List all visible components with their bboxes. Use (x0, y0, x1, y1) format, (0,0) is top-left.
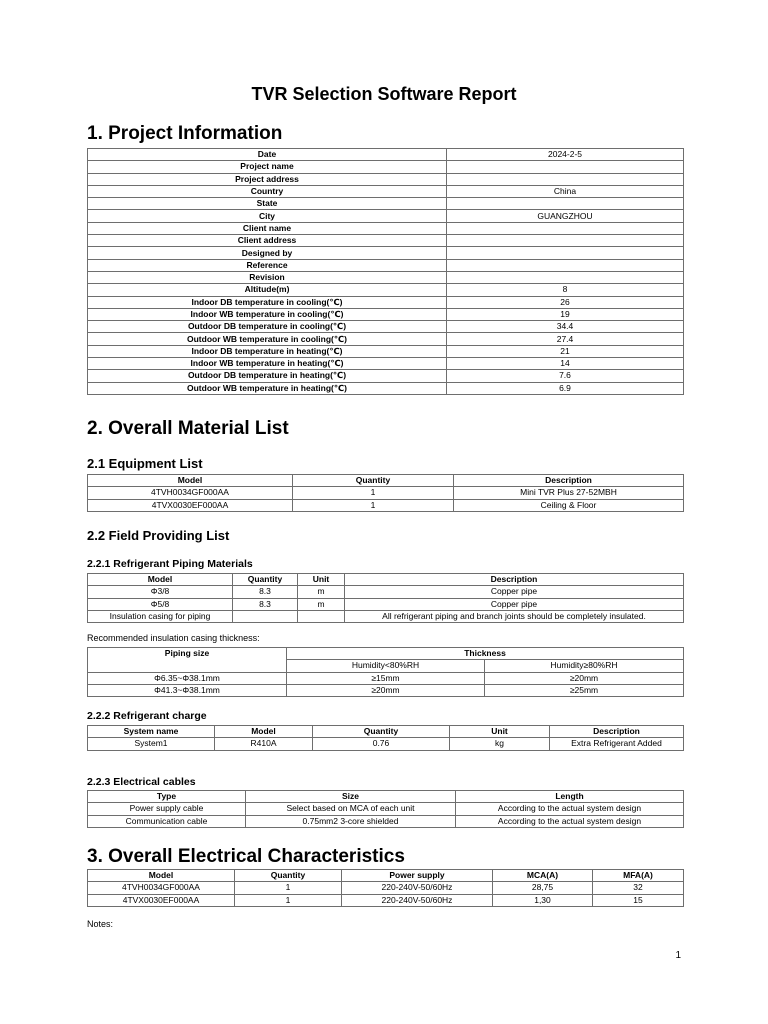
project-field-label: Indoor DB temperature in heating(℃) (88, 345, 447, 357)
section-2-heading: 2. Overall Material List (87, 418, 289, 439)
table-row (88, 345, 684, 357)
table-row (88, 815, 684, 827)
piping-table (87, 573, 684, 623)
table-row (88, 321, 684, 333)
header-row (88, 574, 684, 586)
column-header: Quantity (313, 726, 450, 738)
humidity-high-header: Humidity≥80%RH (485, 660, 684, 672)
refrigerant-charge-table (87, 725, 684, 751)
table-cell: 28,75 (493, 882, 593, 894)
project-field-value (447, 198, 684, 210)
section-3-heading: 3. Overall Electrical Characteristics (87, 846, 405, 867)
table-row (88, 210, 684, 222)
header-row (88, 726, 684, 738)
table-row (88, 222, 684, 234)
header-row (88, 870, 684, 882)
notes-label: Notes: (87, 919, 114, 929)
column-header: Quantity (293, 475, 454, 487)
table-row (88, 684, 684, 696)
insulation-table (87, 647, 684, 697)
project-field-value (447, 247, 684, 259)
table-row (88, 598, 684, 610)
table-row (88, 382, 684, 394)
table-cell: According to the actual system design (456, 815, 684, 827)
table-cell: ≥20mm (287, 684, 485, 696)
project-field-value: 14 (447, 358, 684, 370)
project-field-label: Altitude(m) (88, 284, 447, 296)
table-row (88, 610, 684, 622)
project-field-label: Indoor WB temperature in heating(℃) (88, 358, 447, 370)
table-cell: 4TVX0030EF000AA (88, 499, 293, 511)
project-field-value (447, 235, 684, 247)
table-row (88, 235, 684, 247)
table-row (88, 247, 684, 259)
project-field-value: 8 (447, 284, 684, 296)
table-cell (233, 610, 298, 622)
table-cell: 220-240V-50/60Hz (342, 894, 493, 906)
report-title: TVR Selection Software Report (251, 84, 517, 104)
table-cell: 1 (293, 487, 454, 499)
piping-materials-heading: 2.2.1 Refrigerant Piping Materials (87, 558, 253, 570)
table-row (88, 173, 684, 185)
table-cell: System1 (88, 738, 215, 750)
table-cell: ≥15mm (287, 672, 485, 684)
project-field-label: Outdoor DB temperature in heating(℃) (88, 370, 447, 382)
project-field-label: Outdoor WB temperature in heating(℃) (88, 382, 447, 394)
column-header: Power supply (342, 870, 493, 882)
electrical-cables-heading: 2.2.3 Electrical cables (87, 776, 196, 788)
table-cell: Communication cable (88, 815, 246, 827)
table-cell: ≥20mm (485, 672, 684, 684)
table-cell: Insulation casing for piping (88, 610, 233, 622)
table-row (88, 296, 684, 308)
table-cell: 1 (293, 499, 454, 511)
project-field-label: Outdoor WB temperature in cooling(℃) (88, 333, 447, 345)
table-row (88, 333, 684, 345)
column-header: Type (88, 791, 246, 803)
table-cell: m (298, 598, 345, 610)
column-header: Length (456, 791, 684, 803)
project-field-label: Project address (88, 173, 447, 185)
table-cell: Extra Refrigerant Added (550, 738, 684, 750)
table-cell: Power supply cable (88, 803, 246, 815)
column-header: Size (246, 791, 456, 803)
table-cell: 1 (235, 882, 342, 894)
table-row (88, 185, 684, 197)
column-header: Description (454, 475, 684, 487)
table-row (88, 259, 684, 271)
table-cell: kg (450, 738, 550, 750)
table-cell: 15 (593, 894, 684, 906)
table-cell: m (298, 586, 345, 598)
project-field-label: Reference (88, 259, 447, 271)
table-cell: R410A (215, 738, 313, 750)
table-cell: 220-240V-50/60Hz (342, 882, 493, 894)
table-row (88, 487, 684, 499)
table-cell: Φ41.3~Φ38.1mm (88, 684, 287, 696)
column-header: Model (88, 574, 233, 586)
project-field-label: Country (88, 185, 447, 197)
table-cell: 4TVX0030EF000AA (88, 894, 235, 906)
humidity-low-header: Humidity<80%RH (287, 660, 485, 672)
project-field-value: 27.4 (447, 333, 684, 345)
project-field-label: Indoor WB temperature in cooling(℃) (88, 308, 447, 320)
project-info-table (87, 148, 684, 395)
table-row (88, 370, 684, 382)
table-cell (298, 610, 345, 622)
column-header: Description (345, 574, 684, 586)
table-row (88, 803, 684, 815)
equipment-list-heading: 2.1 Equipment List (87, 456, 203, 471)
table-cell: 1 (235, 894, 342, 906)
project-field-value: 2024-2-5 (447, 149, 684, 161)
electrical-table (87, 869, 684, 907)
project-field-value (447, 271, 684, 283)
table-row (88, 358, 684, 370)
table-cell: Ceiling & Floor (454, 499, 684, 511)
column-header: Model (88, 870, 235, 882)
project-field-label: Outdoor DB temperature in cooling(℃) (88, 321, 447, 333)
table-cell: Copper pipe (345, 586, 684, 598)
page-number: 1 (675, 950, 681, 961)
table-cell: 0.76 (313, 738, 450, 750)
project-field-value: 34.4 (447, 321, 684, 333)
table-row (88, 586, 684, 598)
table-row (88, 271, 684, 283)
project-field-value (447, 222, 684, 234)
table-cell: ≥25mm (485, 684, 684, 696)
project-field-label: Date (88, 149, 447, 161)
column-header: Unit (450, 726, 550, 738)
table-cell: 1,30 (493, 894, 593, 906)
project-field-label: Client address (88, 235, 447, 247)
table-row (88, 198, 684, 210)
project-field-label: State (88, 198, 447, 210)
table-cell: Copper pipe (345, 598, 684, 610)
table-cell: Mini TVR Plus 27-52MBH (454, 487, 684, 499)
thickness-header: Thickness (287, 648, 684, 660)
table-cell: Φ6.35~Φ38.1mm (88, 672, 287, 684)
project-field-value: 19 (447, 308, 684, 320)
section-1-heading: 1. Project Information (87, 123, 283, 144)
equipment-table (87, 474, 684, 512)
table-cell: Select based on MCA of each unit (246, 803, 456, 815)
table-cell: 8.3 (233, 586, 298, 598)
column-header: Quantity (233, 574, 298, 586)
column-header: Model (88, 475, 293, 487)
table-row (88, 161, 684, 173)
project-field-label: Designed by (88, 247, 447, 259)
project-field-value (447, 173, 684, 185)
table-row (88, 894, 684, 906)
project-field-value: 21 (447, 345, 684, 357)
project-field-value: 6.9 (447, 382, 684, 394)
table-cell: Φ5/8 (88, 598, 233, 610)
project-field-value (447, 259, 684, 271)
project-field-value: China (447, 185, 684, 197)
project-field-label: Project name (88, 161, 447, 173)
project-field-value: GUANGZHOU (447, 210, 684, 222)
table-cell: 4TVH0034GF000AA (88, 882, 235, 894)
header-row (88, 475, 684, 487)
table-row (88, 738, 684, 750)
insulation-note: Recommended insulation casing thickness: (87, 633, 260, 643)
project-field-label: Client name (88, 222, 447, 234)
table-cell: 0.75mm2 3-core shielded (246, 815, 456, 827)
project-field-value: 7.6 (447, 370, 684, 382)
table-cell: Φ3/8 (88, 586, 233, 598)
table-cell: 4TVH0034GF000AA (88, 487, 293, 499)
table-cell: 8.3 (233, 598, 298, 610)
column-header: MFA(A) (593, 870, 684, 882)
field-providing-heading: 2.2 Field Providing List (87, 528, 230, 543)
project-field-label: City (88, 210, 447, 222)
table-row (88, 882, 684, 894)
table-row (88, 149, 684, 161)
project-field-label: Revision (88, 271, 447, 283)
table-row (88, 672, 684, 684)
column-header: System name (88, 726, 215, 738)
project-field-value (447, 161, 684, 173)
table-row (88, 308, 684, 320)
refrigerant-charge-heading: 2.2.2 Refrigerant charge (87, 710, 207, 722)
column-header: Description (550, 726, 684, 738)
table-row (88, 499, 684, 511)
header-row (88, 791, 684, 803)
table-row (88, 284, 684, 296)
column-header: Model (215, 726, 313, 738)
column-header: MCA(A) (493, 870, 593, 882)
table-cell: All refrigerant piping and branch joints should be completely insulated. (345, 610, 684, 622)
table-cell: According to the actual system design (456, 803, 684, 815)
piping-size-header: Piping size (88, 648, 287, 673)
column-header: Unit (298, 574, 345, 586)
project-field-label: Indoor DB temperature in cooling(℃) (88, 296, 447, 308)
project-field-value: 26 (447, 296, 684, 308)
cables-table (87, 790, 684, 828)
table-cell: 32 (593, 882, 684, 894)
column-header: Quantity (235, 870, 342, 882)
